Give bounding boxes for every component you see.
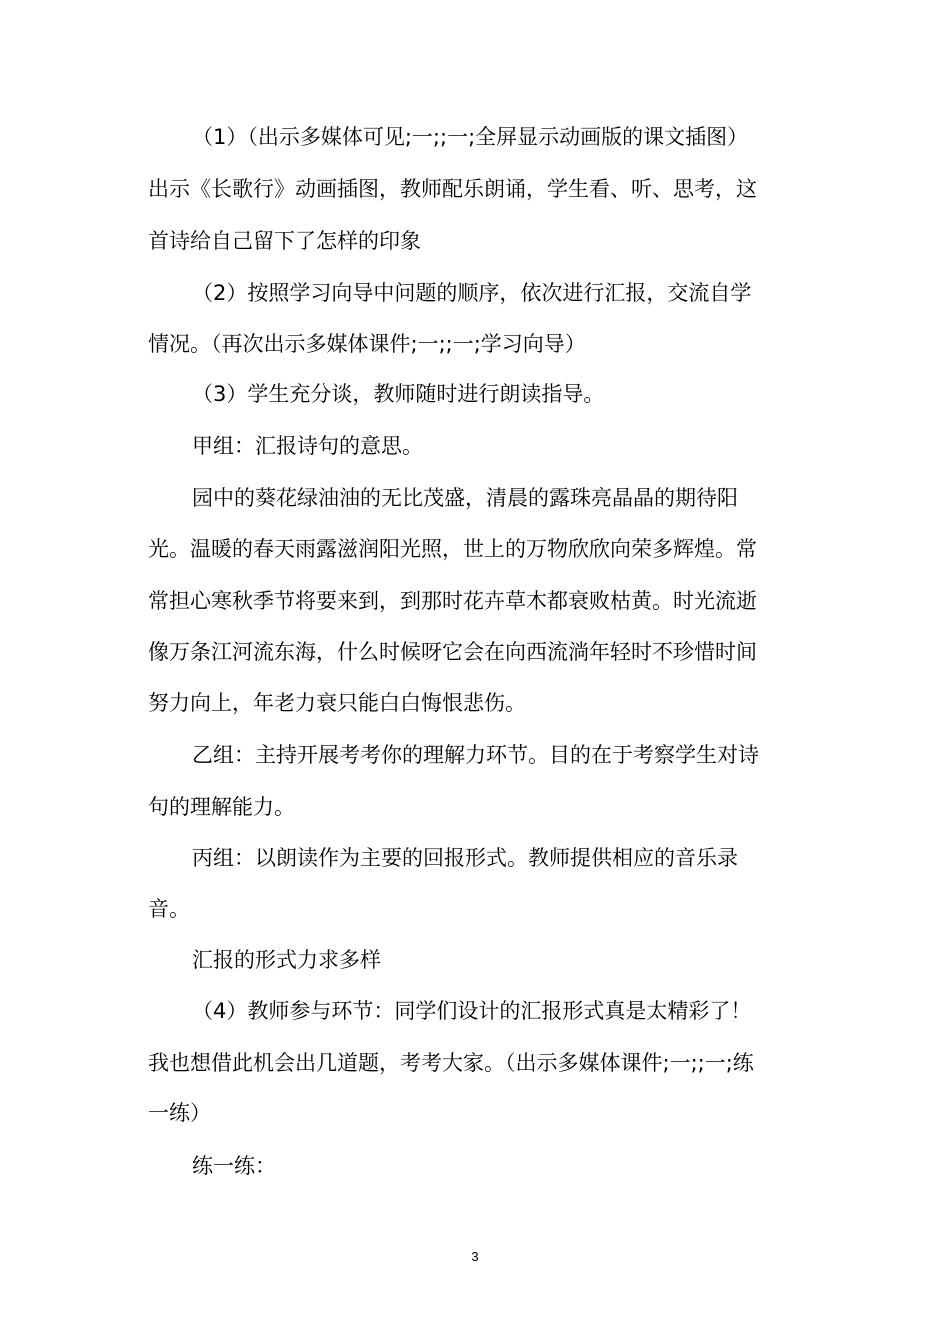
paragraph-line: 我也想借此机会出几道题，考考大家。（出示多媒体课件;一;;一;练 <box>148 1051 754 1075</box>
paragraph-line: 一练） <box>148 1101 211 1125</box>
paragraph-line: （1）（出示多媒体可见;一;;一;全屏显示动画版的课文插图） <box>192 125 749 149</box>
paragraph-line: 音。 <box>148 897 190 921</box>
paragraph-line: 句的理解能力。 <box>148 795 295 819</box>
paragraph-line: 甲组：汇报诗句的意思。 <box>192 434 423 458</box>
paragraph-line: 常担心寒秋季节将要来到，到那时花卉草木都衰败枯黄。时光流逝 <box>148 589 757 613</box>
paragraph-line: 像万条江河流东海，什么时候呀它会在向西流淌年轻时不珍惜时间 <box>148 640 757 664</box>
paragraph-line: 光。温暖的春天雨露滋润阳光照，世上的万物欣欣向荣多辉煌。常 <box>148 537 757 561</box>
paragraph-line: 努力向上，年老力衰只能白白悔恨悲伤。 <box>148 691 526 715</box>
paragraph-line: （3）学生充分谈，教师随时进行朗读指导。 <box>192 382 605 406</box>
paragraph-line: 丙组：以朗读作为主要的回报形式。教师提供相应的音乐录 <box>192 846 738 870</box>
paragraph-line: 情况。（再次出示多媒体课件;一;;一;学习向导） <box>148 332 586 356</box>
paragraph-line: 练一练： <box>192 1154 276 1178</box>
paragraph-line: （4）教师参与环节：同学们设计的汇报形式真是太精彩了！ <box>192 999 752 1023</box>
paragraph-line: 出示《长歌行》动画插图，教师配乐朗诵，学生看、听、思考，这 <box>148 177 757 201</box>
page-number: 3 <box>471 1249 479 1264</box>
paragraph-line: 汇报的形式力求多样 <box>192 948 381 972</box>
paragraph-line: 园中的葵花绿油油的无比茂盛，清晨的露珠亮晶晶的期待阳 <box>192 486 738 510</box>
paragraph-line: 首诗给自己留下了怎样的印象 <box>148 229 421 253</box>
paragraph-line: （2）按照学习向导中问题的顺序，依次进行汇报，交流自学 <box>192 281 752 305</box>
paragraph-line: 乙组：主持开展考考你的理解力环节。目的在于考察学生对诗 <box>192 743 759 767</box>
